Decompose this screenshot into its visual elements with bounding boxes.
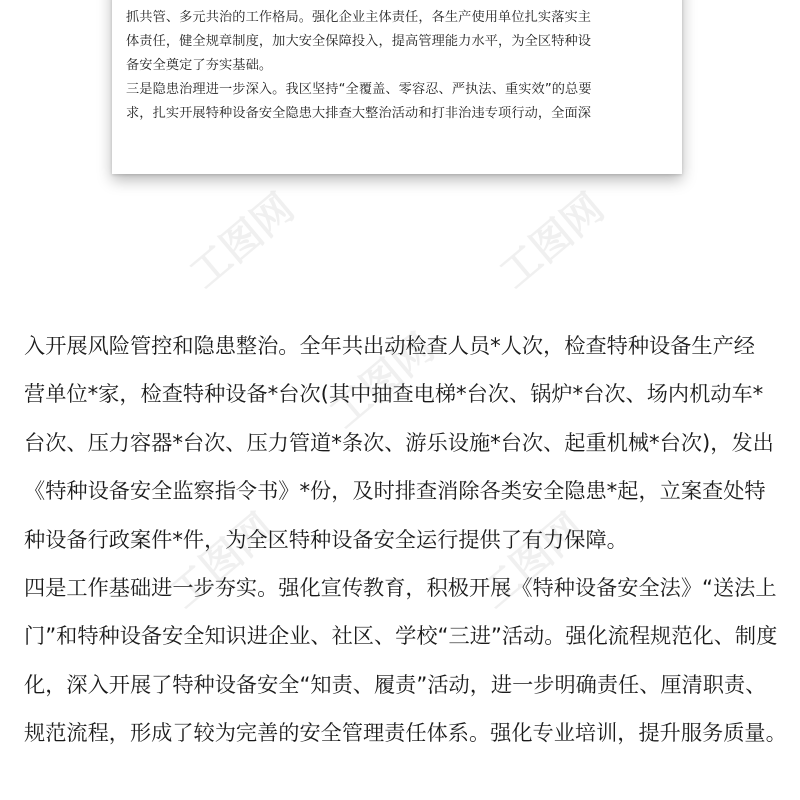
document-preview-card (112, 0, 682, 174)
watermark: 工图网 (321, 324, 443, 438)
preview-line: 求，扎实开展特种设备安全隐患大排查大整治活动和打非治违专项行动，全面深 (126, 106, 592, 121)
preview-line: 体责任，健全规章制度，加大安全保障投入，提高管理能力水平，为全区特种设 (126, 34, 592, 49)
body-line: 营单位*家，检查特种设备*台次(其中抽查电梯*台次、锅炉*台次、场内机动车* (24, 381, 764, 407)
preview-line: 备安全奠定了夯实基础。 (126, 58, 273, 73)
body-text-block (24, 322, 787, 758)
watermark: 工图网 (491, 184, 613, 298)
body-line: 《特种设备安全监察指令书》*份，及时排查消除各类安全隐患*起，立案查处特 (24, 478, 766, 504)
preview-line: 三是隐患治理进一步深入。我区坚持“全覆盖、零容忍、严执法、重实效”的总要 (126, 82, 592, 97)
body-line: 规范流程，形成了较为完善的安全管理责任体系。强化专业培训，提升服务质量。 (24, 720, 787, 746)
watermark: 工图网 (181, 184, 303, 298)
preview-line: 抓共管、多元共治的工作格局。强化企业主体责任，各生产使用单位扎实落实主 (126, 10, 592, 25)
body-line: 门”和特种设备安全知识进企业、社区、学校“三进”活动。强化流程规范化、制度 (24, 623, 778, 649)
watermark: 工图网 (161, 504, 283, 618)
body-line: 入开展风险管控和隐患整治。全年共出动检查人员*人次，检查特种设备生产经 (24, 333, 755, 358)
preview-text-block (126, 6, 674, 126)
body-line: 种设备行政案件*件，为全区特种设备安全运行提供了有力保障。 (24, 526, 628, 552)
watermark: 工图网 (471, 504, 593, 618)
body-line: 台次、压力容器*台次、压力管道*条次、游乐设施*台次、起重机械*台次)，发出 (24, 429, 774, 455)
body-line: 化，深入开展了特种设备安全“知责、履责”活动，进一步明确责任、厘清职责、 (24, 671, 767, 697)
body-line: 四是工作基础进一步夯实。强化宣传教育，积极开展《特种设备安全法》“送法上 (24, 574, 777, 600)
